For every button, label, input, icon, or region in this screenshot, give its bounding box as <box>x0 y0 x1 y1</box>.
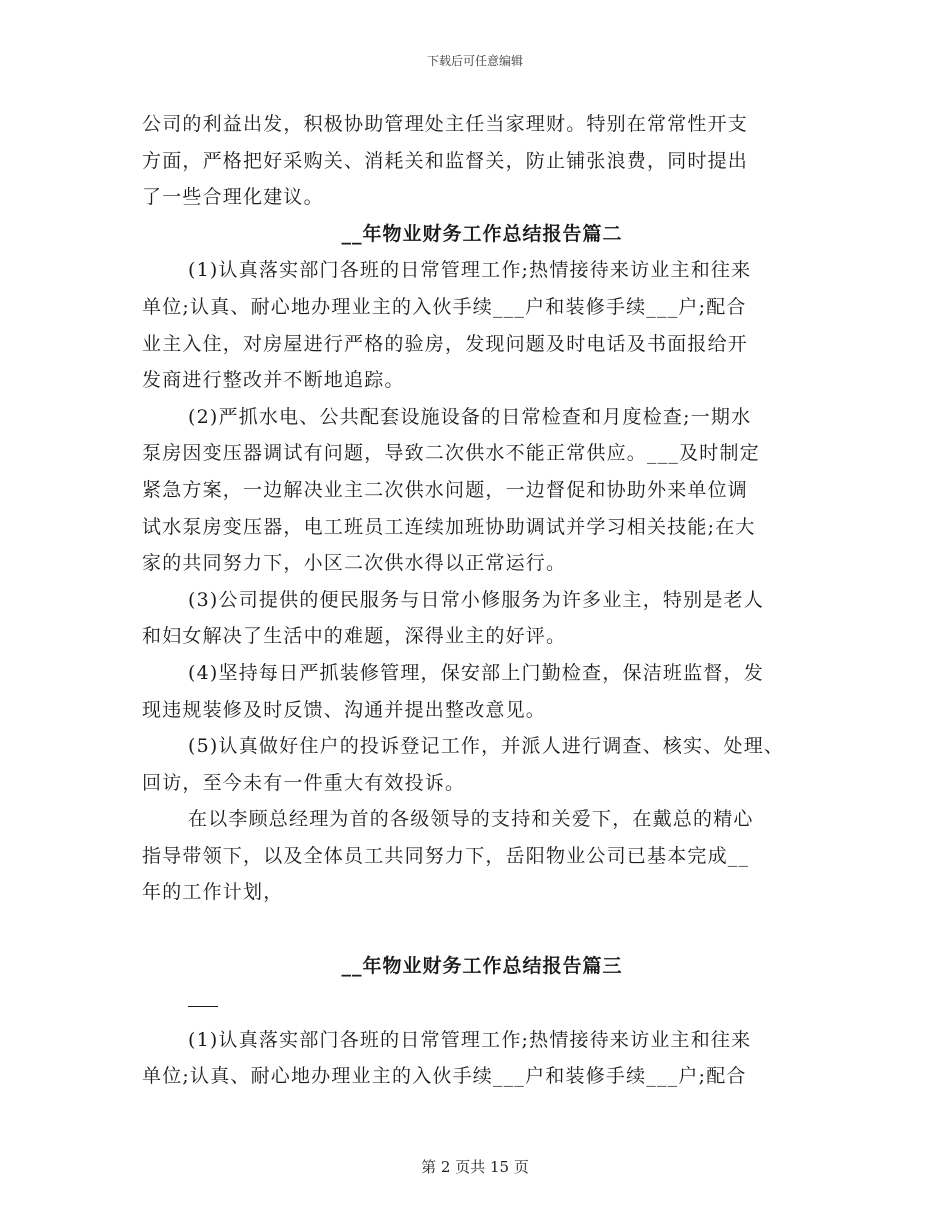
body-line: 指导带领下，以及全体员工共同努力下，岳阳物业公司已基本完成__ <box>142 844 750 867</box>
body-line: 方面，严格把好采购关、消耗关和监督关，防止铺张浪费，同时提出 <box>142 149 749 172</box>
body-line: (5)认真做好住户的投诉登记工作，并派人进行调查、核实、处理、 <box>188 735 785 758</box>
page-footer: 第 2 页共 15 页 <box>421 1158 529 1176</box>
body-line: 发商进行整改并不断地追踪。 <box>142 369 405 392</box>
spacer <box>142 911 822 948</box>
document-body <box>142 106 822 1095</box>
body-line: (4)坚持每日严抓装修管理，保安部上门勤检查，保洁班监督，发 <box>188 661 764 684</box>
body-line: (1)认真落实部门各班的日常管理工作;热情接待来访业主和往来 <box>188 259 752 282</box>
blank-rule <box>188 984 218 1007</box>
body-line: 业主入住，对房屋进行严格的验房，发现问题及时电话及书面报给开 <box>142 332 749 355</box>
body-line: 单位;认真、耐心地办理业主的入伙手续___户和装修手续___户;配合 <box>142 295 747 318</box>
page-header: 下载后可任意编辑 <box>426 54 523 68</box>
body-line: 试水泵房变压器，电工班员工连续加班协助调试并学习相关技能;在大 <box>142 515 756 538</box>
body-line: 和妇女解决了生活中的难题，深得业主的好评。 <box>142 625 567 648</box>
body-line: (2)严抓水电、公共配套设施设备的日常检查和月度检查;一期水 <box>188 405 752 428</box>
body-line: 现违规装修及时反馈、沟通并提出整改意见。 <box>142 698 547 721</box>
body-line: 泵房因变压器调试有问题，导致二次供水不能正常供应。___及时制定 <box>142 442 760 465</box>
body-line: (1)认真落实部门各班的日常管理工作;热情接待来访业主和往来 <box>188 1028 752 1051</box>
body-line: 了一些合理化建议。 <box>142 186 324 209</box>
body-line: 紧急方案，一边解决业主二次供水问题，一边督促和协助外来单位调 <box>142 478 749 501</box>
body-line: 年的工作计划， <box>142 881 284 904</box>
section-heading-2: __年物业财务工作总结报告篇二 <box>341 222 623 245</box>
body-line: 单位;认真、耐心地办理业主的入伙手续___户和装修手续___户;配合 <box>142 1065 747 1088</box>
body-line: 在以李顾总经理为首的各级领导的支持和关爱下，在戴总的精心 <box>188 808 754 831</box>
body-line: 公司的利益出发，积极协助管理处主任当家理财。特别在常常性开支 <box>142 113 749 135</box>
section-heading-3: __年物业财务工作总结报告篇三 <box>341 954 623 977</box>
body-line: (3)公司提供的便民服务与日常小修服务为许多业主，特别是老人 <box>188 588 764 611</box>
body-line: 回访，至今未有一件重大有效投诉。 <box>142 771 466 794</box>
body-line: 家的共同努力下，小区二次供水得以正常运行。 <box>142 552 567 575</box>
